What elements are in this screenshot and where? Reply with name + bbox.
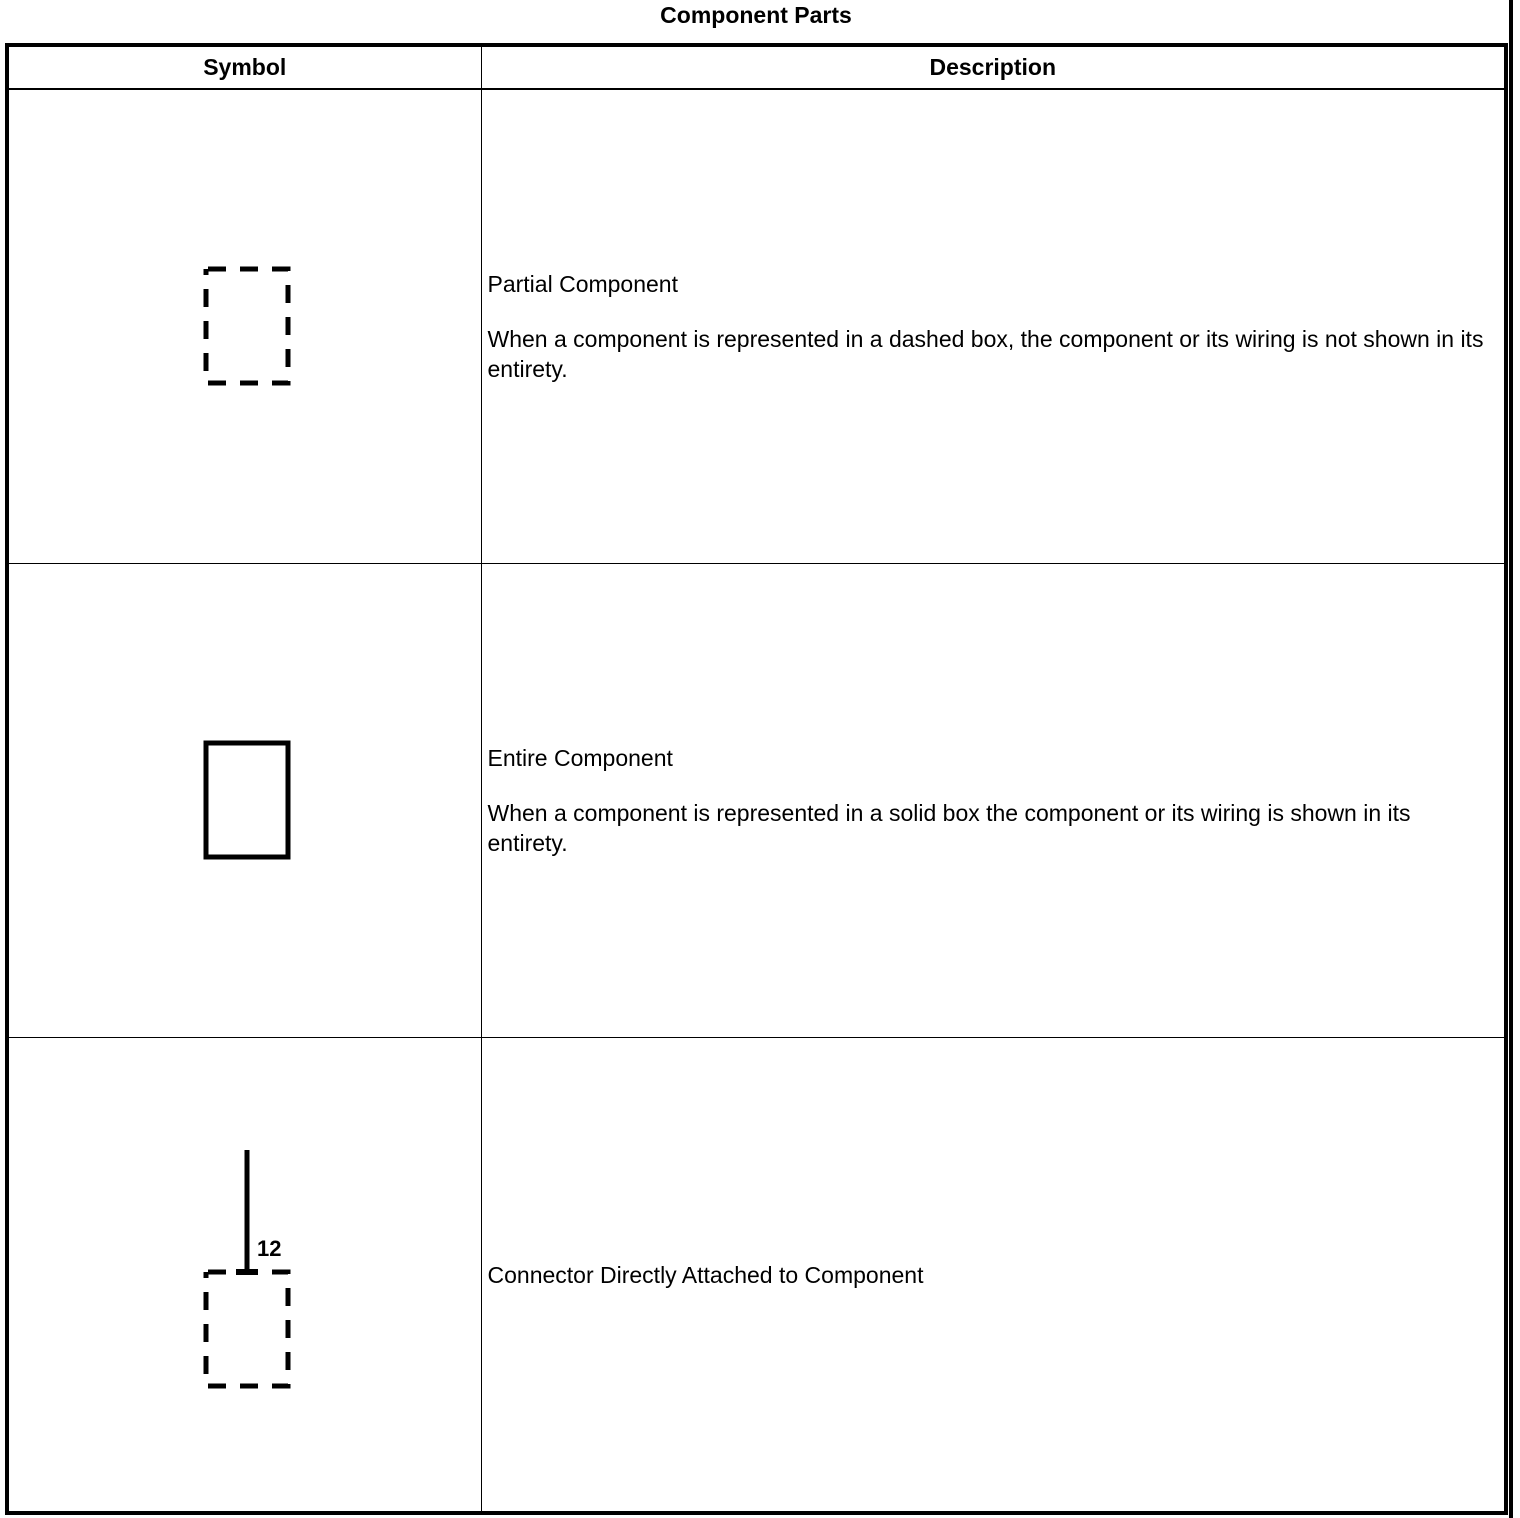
header-description: Description	[481, 45, 1506, 89]
description-body: When a component is represented in a solid box the component or its wiring is shown in its entirety.	[487, 800, 1411, 856]
description-title: Connector Directly Attached to Component	[487, 1261, 924, 1288]
page-title: Component Parts	[660, 2, 852, 28]
partial-component-dashed-box-icon	[9, 90, 483, 563]
entire-component-solid-box-icon	[9, 564, 483, 1037]
table-header-row	[7, 45, 1506, 89]
description-title: Entire Component	[487, 745, 673, 771]
symbol-cell	[7, 564, 481, 1038]
table-row	[7, 89, 1506, 564]
component-parts-table	[5, 43, 1508, 1515]
symbol-cell	[7, 1038, 481, 1514]
description-cell	[481, 1038, 1506, 1514]
connector-attached-component-icon	[9, 1038, 483, 1511]
table-row	[7, 564, 1506, 1038]
description-body: When a component is represented in a dashed box, the component or its wiring is not shown in its entirety.	[487, 326, 1484, 382]
description-cell	[481, 564, 1506, 1038]
description-cell	[481, 89, 1506, 564]
connector-pin-label: 12	[257, 1236, 282, 1261]
right-border-rule	[1509, 0, 1513, 1518]
header-symbol: Symbol	[7, 45, 481, 89]
symbol-cell	[7, 89, 481, 564]
table-row	[7, 1038, 1506, 1514]
description-title: Partial Component	[487, 271, 678, 297]
